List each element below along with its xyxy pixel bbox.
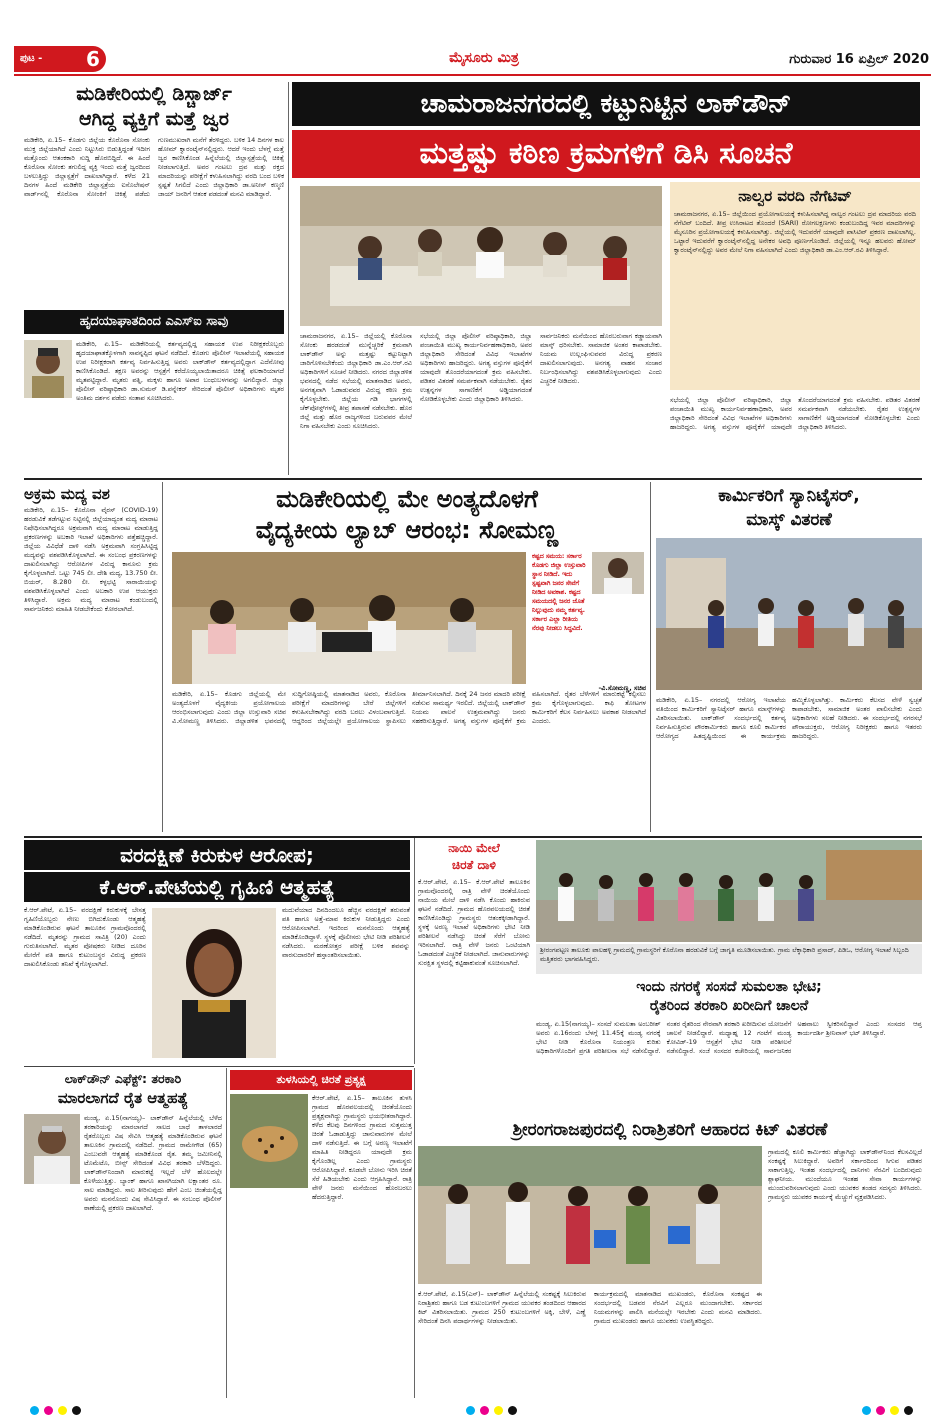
- story-body-col-3: ಗ್ರಾಮದಲ್ಲಿ ಕೂಲಿ ಕಾರ್ಮಿಕರು ಹೆಚ್ಚಾಗಿದ್ದು ಲಾಕ್‌ಡೌನ್‌ನಿಂದ ಕೆಲಸವಿಲ್ಲದೆ ಸಂಕಷ್ಟಕ್ಕೆ ಸಿಲುಕಿದ್ದಾರೆ. ಅವರಿಗೆ ಸರ್ಕಾರದಿಂದ ಸಿಗುವ ಪಡಿತರ ಸಾಕಾಗುತ್ತಿಲ್ಲ. ಇಂತಹ ಸಂದರ್ಭದಲ್ಲಿ ದಾನಿಗಳು ನೆರವಿಗೆ ಬಂದಿರುವುದು ಶ್ಲಾಘನೀಯ. ಮುಂದೆಯೂ ಇಂತಹ ಸೇವಾ ಕಾರ್ಯಗಳನ್ನು ಮುಂದುವರಿಸಲಾಗುವುದು ಎಂದು ಯುವಕರ ತಂಡದ ಸದಸ್ಯರು ತಿಳಿಸಿದರು. ಗ್ರಾಮಸ್ಥರು ಯುವಕರ ಕಾರ್ಯಕ್ಕೆ ಮೆಚ್ಚುಗೆ ವ್ಯಕ್ತಪಡಿಸಿದರು.: [768, 1148, 922, 1201]
- reg-dot: [890, 1406, 899, 1415]
- story-body: ಮಡಿಕೇರಿ, ಏ.15– ನಗರದಲ್ಲಿ ಆರೋಗ್ಯ ಇಲಾಖೆಯ ವತಿಯಿಂದ ಕಾರ್ಮಿಕರಿಗೆ ಸ್ಯಾನಿಟೈಸರ್ ಹಾಗೂ ಮಾಸ್ಕ್‌ಗಳನ್ನು ವಿತರಿಸಲಾಯಿತು. ಲಾಕ್‌ಡೌನ್ ಸಂದರ್ಭದಲ್ಲಿ ಕರ್ತವ್ಯ ನಿರ್ವಹಿಸುತ್ತಿರುವ ಪೌರಕಾರ್ಮಿಕರು ಹಾಗೂ ಕೂಲಿ ಕಾರ್ಮಿಕರ ಆರೋಗ್ಯದ ಹಿತದೃಷ್ಟಿಯಿಂದ ಈ ಕಾರ್ಯಕ್ರಮ ಹಮ್ಮಿಕೊಳ್ಳಲಾಗಿತ್ತು. ಕಾರ್ಮಿಕರು ಕೆಲಸದ ವೇಳೆ ಸ್ವಚ್ಛತೆ ಕಾಪಾಡಬೇಕು, ಸಾಮಾಜಿಕ ಅಂತರ ಪಾಲಿಸಬೇಕು ಎಂದು ಅಧಿಕಾರಿಗಳು ಸಲಹೆ ನೀಡಿದರು. ಈ ಸಂದರ್ಭದಲ್ಲಿ ನಗರಸಭೆ ಪೌರಾಯುಕ್ತರು, ಆರೋಗ್ಯ ನಿರೀಕ್ಷಕರು ಹಾಗೂ ಇತರರು ಹಾಜರಿದ್ದರು.: [656, 696, 922, 740]
- issue-date: ಗುರುವಾರ 16 ಏಪ್ರಿಲ್ 2020: [789, 52, 929, 67]
- story-body-col-2: ಕಾರ್ಯಕ್ರಮದಲ್ಲಿ ಮಾತನಾಡಿದ ಮುಖಂಡರು, ಕೊರೊನಾ ಸಂಕಷ್ಟದ ಈ ಸಂದರ್ಭದಲ್ಲಿ ಬಡವರ ನೆರವಿಗೆ ಎಲ್ಲರೂ ಮುಂದಾಗಬೇಕು. ಸರ್ಕಾರದ ನಿಯಮಗಳನ್ನು ಪಾಲಿಸಿ ಮನೆಯಲ್ಲೇ ಇರಬೇಕು ಎಂದು ಮನವಿ ಮಾಡಿದರು. ಗ್ರಾಮದ ಮುಖಂಡರು ಹಾಗೂ ಯುವಕರು ಉಪಸ್ಥಿತರಿದ್ದರು.: [594, 1290, 762, 1325]
- story-body: ಕೆ.ಆರ್.ಪೇಟೆ, ಏ.15– ಕೆ.ಆರ್.ಪೇಟೆ ತಾಲೂಕಿನ ಗ್ರಾಮವೊಂದರಲ್ಲಿ ರಾತ್ರಿ ವೇಳೆ ಚಿರತೆಯೊಂದು ನಾಯಿಯ ಮೇಲೆ ದಾಳಿ ನಡೆಸಿ ಕೊಂದು ಹಾಕಿರುವ ಘಟನೆ ನಡೆದಿದೆ. ಗ್ರಾಮದ ಹೊರವಲಯದಲ್ಲಿ ಚಿರತೆ ಕಾಣಿಸಿಕೊಂಡಿದ್ದು ಗ್ರಾಮಸ್ಥರು ಆತಂಕಕ್ಕೀಡಾಗಿದ್ದಾರೆ. ಸ್ಥಳಕ್ಕೆ ಅರಣ್ಯ ಇಲಾಖೆ ಅಧಿಕಾರಿಗಳು ಭೇಟಿ ನೀಡಿ ಪರಿಶೀಲನೆ ನಡೆಸಿದ್ದು ಚಿರತೆ ಸೆರೆಗೆ ಬೋನು ಇರಿಸಲಾಗಿದೆ. ರಾತ್ರಿ ವೇಳೆ ಜನರು ಒಂಟಿಯಾಗಿ ಓಡಾಡದಂತೆ ಎಚ್ಚರಿಕೆ ನೀಡಲಾಗಿದೆ. ಜಾನುವಾರುಗಳನ್ನು ಸುರಕ್ಷಿತ ಸ್ಥಳದಲ್ಲಿ ಕಟ್ಟಿಹಾಕುವಂತೆ ಸೂಚಿಸಲಾಗಿದೆ.: [418, 878, 530, 967]
- food-kit-story: [418, 1118, 922, 1398]
- headline: ಹೃದಯಾಘಾತದಿಂದ ಎಎಸ್‌ಐ ಸಾವು: [24, 310, 284, 334]
- leopard-attack-story: [418, 840, 530, 1062]
- sub-body: ಚಾಮರಾಜನಗರ, ಏ.15– ಜಿಲ್ಲೆಯಿಂದ ಪ್ರಯೋಗಾಲಯಕ್ಕೆ ಕಳುಹಿಸಲಾಗಿದ್ದ ನಾಲ್ವರ ಗಂಟಲು ದ್ರವ ಮಾದರಿಯ ವರದಿ ನೆಗೆಟಿವ್ ಬಂದಿದೆ. ತೀವ್ರ ಉಸಿರಾಟದ ತೊಂದರೆ (SARI) ರೋಗಲಕ್ಷಣಗಳು ಕಂಡುಬಂದಿದ್ದ ಇವರ ಮಾದರಿಗಳನ್ನು ಮೈಸೂರಿನ ಪ್ರಯೋಗಾಲಯಕ್ಕೆ ಕಳುಹಿಸಲಾಗಿತ್ತು. ಜಿಲ್ಲೆಯಲ್ಲಿ ಇದುವರೆಗೆ ಯಾವುದೇ ಪಾಸಿಟಿವ್ ಪ್ರಕರಣ ದಾಖಲಾಗಿಲ್ಲ. ಒಟ್ಟಾರೆ ಇದುವರೆಗೆ ಕ್ವಾರಂಟೈನ್‌ನಲ್ಲಿದ್ದ ಅನೇಕರ ಅವಧಿ ಪೂರ್ಣಗೊಂಡಿದೆ. ಜಿಲ್ಲೆಯಲ್ಲಿ ಇನ್ನೂ ಹಲವರು ಹೋಮ್ ಕ್ವಾರಂಟೈನ್‌ನಲ್ಲಿದ್ದು ಅವರ ಮೇಲೆ ನಿಗಾ ವಹಿಸಲಾಗಿದೆ ಎಂದು ಜಿಲ್ಲಾಧಿಕಾರಿ ಡಾ.ಎಂ.ಆರ್.ರವಿ ತಿಳಿಸಿದ್ದಾರೆ.: [674, 210, 916, 254]
- madikeri-discharge-story: [24, 82, 284, 308]
- reg-dot: [494, 1406, 503, 1415]
- headline-line-2: ಮತ್ತಷ್ಟು ಕಠಿಣ ಕ್ರಮಗಳಿಗೆ ಡಿಸಿ ಸೂಚನೆ: [292, 130, 920, 178]
- quote-text: ಕಷ್ಟದ ಸಮಯ: ಸರ್ಕಾರ ಕೊಡಗು ಜಿಲ್ಲಾ ಉಸ್ತುವಾರಿ ಸ್ಥಾನ ನೀಡಿದೆ. ಇದು ಸ್ಪಷ್ಟವಾಗಿ ಜನರ ಸೇವೆಗೆ ನೀಡಿದ ಅವಕಾಶ. ಕಷ್ಟದ ಸಮಯದಲ್ಲಿ ಜನರ ಜೊತೆ ನಿಲ್ಲುವುದು ನಮ್ಮ ಕರ್ತವ್ಯ. ಸರ್ಕಾರ ಎಲ್ಲಾ ರೀತಿಯ ನೆರವು ನೀಡಲು ಸಿದ್ಧವಿದೆ.: [532, 553, 586, 632]
- story-body-col-1: ಕೆ.ಆರ್.ಪೇಟೆ, ಏ.15(ಎಸ್)– ಲಾಕ್‌ಡೌನ್ ಹಿನ್ನೆಲೆಯಲ್ಲಿ ಸಂಕಷ್ಟಕ್ಕೆ ಸಿಲುಕಿರುವ ನಿರಾಶ್ರಿತರು ಹಾಗೂ ಬಡ ಕುಟುಂಬಗಳಿಗೆ ಗ್ರಾಮದ ಯುವಕರ ತಂಡದಿಂದ ಆಹಾರದ ಕಿಟ್ ವಿತರಿಸಲಾಯಿತು. ಗ್ರಾಮದ 250 ಕುಟುಂಬಗಳಿಗೆ ಅಕ್ಕಿ, ಬೇಳೆ, ಎಣ್ಣೆ ಸೇರಿದಂತೆ ದಿನಸಿ ಪದಾರ್ಥಗಳನ್ನು ನೀಡಲಾಯಿತು.: [418, 1290, 586, 1325]
- distribution-photo: [656, 538, 922, 690]
- food-kit-photo: [418, 1146, 762, 1284]
- headline-line-2: ಚಿರತೆ ದಾಳಿ: [452, 858, 496, 872]
- medical-lab-story: [168, 484, 646, 832]
- headline: ತುಳಸಿಯಲ್ಲಿ ಚಿರತೆ ಪ್ರತ್ಯಕ್ಷ: [230, 1070, 412, 1090]
- headline: ಮಡಿಕೇರಿಯಲ್ಲಿ ಮೇ ಅಂತ್ಯದೊಳಗೆ: [276, 485, 538, 513]
- leopard-photo: [230, 1094, 308, 1188]
- sub-headline: ನಾಲ್ವರ ವರದಿ ನೆಗೆಟಿವ್: [738, 187, 852, 205]
- page-number: 6: [86, 47, 100, 71]
- headline: ವರದಕ್ಷಿಣೆ ಕಿರುಕುಳ ಆರೋಪ;: [24, 840, 410, 870]
- meeting-photo: [300, 186, 662, 326]
- reg-dot: [30, 1406, 39, 1415]
- page-number-tab: [14, 46, 106, 72]
- headline: ಶ್ರೀರಂಗರಾಜಪುರದಲ್ಲಿ ನಿರಾಶ್ರಿತರಿಗೆ ಆಹಾರದ ಕಿಟ್ ವಿತರಣೆ: [512, 1120, 828, 1140]
- minister-quote-box: [532, 552, 646, 698]
- headline-line-2: ಆಗಿದ್ದ ವ್ಯಕ್ತಿಗೆ ಮತ್ತೆ ಜ್ವರ: [79, 108, 229, 130]
- headline: ಲಾಕ್‌ಡೌನ್ ಎಫೆಕ್ಟ್: ತರಕಾರಿ: [64, 1071, 182, 1086]
- reg-dot: [466, 1406, 475, 1415]
- minister-portrait: [592, 552, 644, 594]
- victim-portrait: [152, 908, 276, 1058]
- awareness-photo-story: [536, 840, 922, 974]
- story-continued: ಸಭೆಯಲ್ಲಿ ಜಿಲ್ಲಾ ಪೊಲೀಸ್ ವರಿಷ್ಠಾಧಿಕಾರಿ, ಜಿಲ್ಲಾ ಪಂಚಾಯಿತಿ ಮುಖ್ಯ ಕಾರ್ಯನಿರ್ವಹಣಾಧಿಕಾರಿ, ಅಪರ ಜಿಲ್ಲಾಧಿಕಾರಿ ಸೇರಿದಂತೆ ವಿವಿಧ ಇಲಾಖೆಗಳ ಅಧಿಕಾರಿಗಳು ಹಾಜರಿದ್ದರು. ಅಗತ್ಯ ವಸ್ತುಗಳ ಪೂರೈಕೆಗೆ ಯಾವುದೇ ತೊಂದರೆಯಾಗದಂತೆ ಕ್ರಮ ವಹಿಸಬೇಕು. ಪಡಿತರ ವಿತರಣೆ ಸಮರ್ಪಕವಾಗಿ ನಡೆಯಬೇಕು. ರೈತರ ಉತ್ಪನ್ನಗಳ ಸಾಗಾಣಿಕೆಗೆ ಅಡ್ಡಿಯಾಗದಂತೆ ನೋಡಿಕೊಳ್ಳಬೇಕು ಎಂದು ಜಿಲ್ಲಾಧಿಕಾರಿ ತಿಳಿಸಿದರು.: [670, 396, 920, 431]
- story-body: ಮಂಡ್ಯ, ಏ.15(ನಾಗಯ್ಯ)– ಸಂಸದೆ ಸುಮಲತಾ ಅಂಬರೀಶ್ ಅವರು ಏ.16ರಂದು ಬೆಳಗ್ಗೆ 11.45ಕ್ಕೆ ಮಂಡ್ಯ ನಗರಕ್ಕೆ ಭೇಟಿ ನೀಡಿ ಕೊರೊನಾ ನಿಯಂತ್ರಣ ಕುರಿತು ಅಧಿಕಾರಿಗಳೊಂದಿಗೆ ಪ್ರಗತಿ ಪರಿಶೀಲನಾ ಸಭೆ ನಡೆಸಲಿದ್ದಾರೆ. ನಂತರ ರೈತರಿಂದ ನೇರವಾಗಿ ತರಕಾರಿ ಖರೀದಿಸುವ ಯೋಜನೆಗೆ ಚಾಲನೆ ನೀಡಲಿದ್ದಾರೆ. ಮಧ್ಯಾಹ್ನ 12 ಗಂಟೆಗೆ ಮಂಡ್ಯ ಕೋವಿಡ್-19 ಆಸ್ಪತ್ರೆಗೆ ಭೇಟಿ ನೀಡಿ ಪರಿಶೀಲನೆ ನಡೆಸಲಿದ್ದಾರೆ. ಸಂಜೆ ಸಂಸದರ ಕಚೇರಿಯಲ್ಲಿ ಸಾರ್ವಜನಿಕರ ಅಹವಾಲು ಸ್ವೀಕರಿಸಲಿದ್ದಾರೆ ಎಂದು ಸಂಸದರ ಆಪ್ತ ಕಾರ್ಯದರ್ಶಿ ಶ್ರೀನಿವಾಸ್ ಭಟ್ ತಿಳಿಸಿದ್ದಾರೆ.: [536, 1020, 922, 1055]
- farmer-portrait: [24, 1114, 80, 1184]
- tulsi-leopard-story: [230, 1070, 412, 1398]
- reg-dot: [904, 1406, 913, 1415]
- story-body: ಮಡಿಕೇರಿ, ಏ.15– ಕೊಡಗು ಜಿಲ್ಲೆಯ ಕೊರೊನಾ ಸೋಂಕು ಮುಕ್ತ ಜಿಲ್ಲೆಯಾಗಿದೆ ಎಂದು ನಿಟ್ಟುಸಿರು ಬಿಡುತ್ತಿದ್ದಂತೆ ಇದೀಗ ಮತ್ತೊಂದು ಆತಂಕಕಾರಿ ಸುದ್ದಿ ಹೊರಬಿದ್ದಿದೆ. ಈ ಹಿಂದೆ ಕೊರೊನಾ ಸೋಂಕು ತಗುಲಿದ್ದ ವ್ಯಕ್ತಿ ಇಂದು ಮತ್ತೆ ಜ್ವರದಿಂದ ಬಳಲುತ್ತಿದ್ದು ಜಿಲ್ಲಾಸ್ಪತ್ರೆಗೆ ದಾಖಲಾಗಿದ್ದಾರೆ. ಕಳೆದ 21 ದಿನಗಳ ಹಿಂದೆ ಮಡಿಕೇರಿ ಜಿಲ್ಲಾಸ್ಪತ್ರೆಯ ಐಸೊಲೇಷನ್ ವಾರ್ಡ್‌ನಲ್ಲಿ ಕೊರೊನಾ ಸೋಂಕಿಗೆ ಚಿಕಿತ್ಸೆ ಪಡೆದು ಗುಣಮುಖರಾಗಿ ಮನೆಗೆ ತೆರಳಿದ್ದರು. ಬಳಿಕ 14 ದಿನಗಳ ಕಾಲ ಹೋಮ್ ಕ್ವಾರಂಟೈನ್‌ನಲ್ಲಿದ್ದರು. ಆದರೆ ಇಂದು ಬೆಳಗ್ಗೆ ಮತ್ತೆ ಜ್ವರ ಕಾಣಿಸಿಕೊಂಡ ಹಿನ್ನೆಲೆಯಲ್ಲಿ ಜಿಲ್ಲಾಸ್ಪತ್ರೆಯಲ್ಲಿ ಚಿಕಿತ್ಸೆ ನೀಡಲಾಗುತ್ತಿದೆ. ಅವರ ಗಂಟಲು ದ್ರವ ಮತ್ತು ರಕ್ತದ ಮಾದರಿಯನ್ನು ಪರೀಕ್ಷೆಗೆ ಕಳುಹಿಸಲಾಗಿದ್ದು ವರದಿ ಬಂದ ಬಳಿಕ ಸ್ಪಷ್ಟತೆ ಸಿಗಲಿದೆ ಎಂದು ಜಿಲ್ಲಾಧಿಕಾರಿ ಡಾ.ಅನೀಸ್ ಕಣ್ಮಣಿ ಜಾಯ್ ಜನರಿಗೆ ಆತಂಕ ಪಡದಂತೆ ಮನವಿ ಮಾಡಿದ್ದಾರೆ.: [24, 136, 284, 198]
- headline: ಕಾರ್ಮಿಕರಿಗೆ ಸ್ಯಾನಿಟೈಸರ್,: [718, 486, 860, 506]
- headline: ಮಡಿಕೇರಿಯಲ್ಲಿ ಡಿಸ್ಚಾರ್ಜ್: [76, 83, 232, 105]
- headline: ಅಕ್ರಮ ಮದ್ಯ ವಶ: [24, 485, 110, 503]
- reg-dot: [44, 1406, 53, 1415]
- color-registration-bar: [0, 1404, 945, 1420]
- story-body: ಕೆಆರ್.ಪೇಟೆ, ಏ.15– ತಾಲೂಕಿನ ತುಳಸಿ ಗ್ರಾಮದ ಹೊರವಲಯದಲ್ಲಿ ಚಿರತೆಯೊಂದು ಪ್ರತ್ಯಕ್ಷವಾಗಿದ್ದು ಗ್ರಾಮಸ್ಥರು ಭಯಭೀತರಾಗಿದ್ದಾರೆ. ಕಳೆದ ಕೆಲವು ದಿನಗಳಿಂದ ಗ್ರಾಮದ ಸುತ್ತಮುತ್ತ ಚಿರತೆ ಓಡಾಡುತ್ತಿದ್ದು ಜಾನುವಾರುಗಳ ಮೇಲೆ ದಾಳಿ ನಡೆಸುತ್ತಿದೆ. ಈ ಬಗ್ಗೆ ಅರಣ್ಯ ಇಲಾಖೆಗೆ ಮಾಹಿತಿ ನೀಡಿದ್ದರೂ ಯಾವುದೇ ಕ್ರಮ ಕೈಗೊಂಡಿಲ್ಲ ಎಂದು ಗ್ರಾಮಸ್ಥರು ಆರೋಪಿಸಿದ್ದಾರೆ. ಕೂಡಲೇ ಬೋನು ಇರಿಸಿ ಚಿರತೆ ಸೆರೆ ಹಿಡಿಯಬೇಕು ಎಂದು ಆಗ್ರಹಿಸಿದ್ದಾರೆ. ರಾತ್ರಿ ವೇಳೆ ಜನರು ಮನೆಯಿಂದ ಹೊರಬರಲು ಹೆದರುತ್ತಿದ್ದಾರೆ.: [312, 1094, 412, 1201]
- reg-dot: [58, 1406, 67, 1415]
- headline-line-2: ರೈತರಿಂದ ತರಕಾರಿ ಖರೀದಿಗೆ ಚಾಲನೆ: [649, 998, 809, 1014]
- officer-portrait-photo: [24, 340, 72, 398]
- village-awareness-photo: [536, 840, 922, 942]
- story-body-col-1: ಚಾಮರಾಜನಗರ, ಏ.15– ಜಿಲ್ಲೆಯಲ್ಲಿ ಕೊರೊನಾ ಸೋಂಕು ಹರಡದಂತೆ ಮುನ್ನೆಚ್ಚರಿಕೆ ಕ್ರಮವಾಗಿ ಲಾಕ್‌ಡೌನ್ ಅನ್ನು ಮತ್ತಷ್ಟು ಕಟ್ಟುನಿಟ್ಟಾಗಿ ಜಾರಿಗೊಳಿಸಬೇಕೆಂದು ಜಿಲ್ಲಾಧಿಕಾರಿ ಡಾ.ಎಂ.ಆರ್.ರವಿ ಅಧಿಕಾರಿಗಳಿಗೆ ಸೂಚನೆ ನೀಡಿದರು. ನಗರದ ಜಿಲ್ಲಾಡಳಿತ ಭವನದಲ್ಲಿ ನಡೆದ ಸಭೆಯಲ್ಲಿ ಮಾತನಾಡಿದ ಅವರು, ಅನಗತ್ಯವಾಗಿ ಓಡಾಡುವವರ ವಿರುದ್ಧ ಕಠಿಣ ಕ್ರಮ ಕೈಗೊಳ್ಳಬೇಕು. ಜಿಲ್ಲೆಯ ಗಡಿ ಭಾಗಗಳಲ್ಲಿ ಚೆಕ್‌ಪೋಸ್ಟ್‌ಗಳಲ್ಲಿ ತೀವ್ರ ತಪಾಸಣೆ ನಡೆಸಬೇಕು. ಹೊರ ಜಿಲ್ಲೆ ಮತ್ತು ಹೊರ ರಾಜ್ಯಗಳಿಂದ ಬರುವವರ ಮೇಲೆ ನಿಗಾ ವಹಿಸಬೇಕು ಎಂದು ಸೂಚಿಸಿದರು.: [300, 332, 412, 430]
- story-body-col-3: ಸಾರ್ವಜನಿಕರು ಮನೆಯಿಂದ ಹೊರಬರುವಾಗ ಕಡ್ಡಾಯವಾಗಿ ಮಾಸ್ಕ್ ಧರಿಸಬೇಕು. ಸಾಮಾಜಿಕ ಅಂತರ ಕಾಪಾಡಬೇಕು. ನಿಯಮ ಉಲ್ಲಂಘಿಸುವವರ ವಿರುದ್ಧ ಪ್ರಕರಣ ದಾಖಲಿಸಲಾಗುವುದು. ಅನಗತ್ಯ ವಾಹನ ಸಂಚಾರ ನಿರ್ಬಂಧಿಸಲಾಗಿದ್ದು ವಶಪಡಿಸಿಕೊಳ್ಳಲಾಗುವುದು ಎಂದು ಎಚ್ಚರಿಕೆ ನೀಡಿದರು.: [540, 332, 662, 385]
- headline-line-2: ಕೆ.ಆರ್.ಪೇಟೆಯಲ್ಲಿ ಗೃಹಿಣಿ ಆತ್ಮಹತ್ಯೆ: [24, 872, 410, 902]
- sanitizer-distribution-story: [656, 484, 922, 832]
- story-body: ಮಡಿಕೇರಿ, ಏ.15– ಮಡಿಕೇರಿಯಲ್ಲಿ ಕರ್ತವ್ಯದಲ್ಲಿದ್ದ ಸಹಾಯಕ ಉಪ ನಿರೀಕ್ಷಕರೊಬ್ಬರು ಹೃದಯಾಘಾತಕ್ಕೊಳಗಾಗಿ ಸಾವನ್ನಪ್ಪಿದ ಘಟನೆ ನಡೆದಿದೆ. ಕೊಡಗು ಪೊಲೀಸ್ ಇಲಾಖೆಯಲ್ಲಿ ಸಹಾಯಕ ಉಪ ನಿರೀಕ್ಷಕರಾಗಿ ಕರ್ತವ್ಯ ನಿರ್ವಹಿಸುತ್ತಿದ್ದ ಅವರು ಲಾಕ್‌ಡೌನ್ ಕರ್ತವ್ಯದಲ್ಲಿದ್ದಾಗ ಎದೆನೋವು ಕಾಣಿಸಿಕೊಂಡಿದೆ. ತಕ್ಷಣ ಅವರನ್ನು ಆಸ್ಪತ್ರೆಗೆ ಕರೆದೊಯ್ಯಲಾಯಿತಾದರೂ ಚಿಕಿತ್ಸೆ ಫಲಕಾರಿಯಾಗದೆ ಮೃತಪಟ್ಟಿದ್ದಾರೆ. ಮೃತರು ಪತ್ನಿ, ಮಕ್ಕಳು ಹಾಗೂ ಅಪಾರ ಬಂಧುಬಳಗವನ್ನು ಅಗಲಿದ್ದಾರೆ. ಜಿಲ್ಲಾ ಪೊಲೀಸ್ ವರಿಷ್ಠಾಧಿಕಾರಿ ಡಾ.ಸುಮನ್ ಡಿ.ಪನ್ನೇಕರ್ ಸೇರಿದಂತೆ ಪೊಲೀಸ್ ಅಧಿಕಾರಿಗಳು ಮೃತರ ಅಂತಿಮ ದರ್ಶನ ಪಡೆದು ಸಂತಾಪ ಸೂಚಿಸಿದರು.: [76, 340, 284, 402]
- mp-sumalatha-story: [536, 978, 922, 1116]
- reg-dot: [72, 1406, 81, 1415]
- page-label: ಪುಟ -: [20, 53, 43, 64]
- headline-line-2: ವೈದ್ಯಕೀಯ ಲ್ಯಾಬ್ ಆರಂಭ: ಸೋಮಣ್ಣ: [255, 516, 559, 544]
- story-body: ಮಂಡ್ಯ, ಏ.15(ನಾಗಯ್ಯ)– ಲಾಕ್‌ಡೌನ್ ಹಿನ್ನೆಲೆಯಲ್ಲಿ ಬೆಳೆದ ತರಕಾರಿಯನ್ನು ಮಾರಲಾಗದೆ ಸಾಲದ ಬಾಧೆ ತಾಳಲಾರದೆ ರೈತರೊಬ್ಬರು ವಿಷ ಸೇವಿಸಿ ಆತ್ಮಹತ್ಯೆ ಮಾಡಿಕೊಂಡಿರುವ ಘಟನೆ ತಾಲೂಕಿನ ಗ್ರಾಮದಲ್ಲಿ ನಡೆದಿದೆ. ಗ್ರಾಮದ ರಾಮೇಗೌಡ (65) ಎಂಬುವರೇ ಆತ್ಮಹತ್ಯೆ ಮಾಡಿಕೊಂಡ ರೈತ. ತಮ್ಮ ಜಮೀನಿನಲ್ಲಿ ಟೊಮೆಟೊ, ಬೀನ್ಸ್ ಸೇರಿದಂತೆ ವಿವಿಧ ತರಕಾರಿ ಬೆಳೆದಿದ್ದರು. ಲಾಕ್‌ಡೌನ್‌ನಿಂದಾಗಿ ಮಾರುಕಟ್ಟೆ ಇಲ್ಲದೆ ಬೆಳೆ ಹೊಲದಲ್ಲೇ ಕೊಳೆಯುತ್ತಿತ್ತು. ಬ್ಯಾಂಕ್ ಹಾಗೂ ಖಾಸಗಿಯಾಗಿ ಲಕ್ಷಾಂತರ ರೂ. ಸಾಲ ಮಾಡಿದ್ದರು. ಸಾಲ ತೀರಿಸುವುದು ಹೇಗೆ ಎಂಬ ಚಿಂತೆಯಲ್ಲಿದ್ದ ಅವರು ಮನನೊಂದು ವಿಷ ಸೇವಿಸಿದ್ದಾರೆ. ಈ ಸಂಬಂಧ ಪೊಲೀಸ್ ಠಾಣೆಯಲ್ಲಿ ಪ್ರಕರಣ ದಾಖಲಾಗಿದೆ.: [84, 1114, 222, 1212]
- masthead: [14, 46, 931, 74]
- headline: ನಾಯಿ ಮೇಲೆ: [448, 841, 500, 855]
- headline-line-2: ಮಾರಲಾಗದೆ ರೈತ ಆತ್ಮಹತ್ಯೆ: [57, 1089, 189, 1107]
- story-body: ಮಡಿಕೇರಿ, ಏ.15– ಕೊಡಗು ಜಿಲ್ಲೆಯಲ್ಲಿ ಮೇ ಅಂತ್ಯದೊಳಗೆ ವೈದ್ಯಕೀಯ ಪ್ರಯೋಗಾಲಯ ಆರಂಭಿಸಲಾಗುವುದು ಎಂದು ಜಿಲ್ಲಾ ಉಸ್ತುವಾರಿ ಸಚಿವ ವಿ.ಸೋಮಣ್ಣ ತಿಳಿಸಿದರು. ಜಿಲ್ಲಾಡಳಿತ ಭವನದಲ್ಲಿ ಸುದ್ದಿಗೋಷ್ಠಿಯಲ್ಲಿ ಮಾತನಾಡಿದ ಅವರು, ಕೊರೊನಾ ಪರೀಕ್ಷೆಗೆ ಮಾದರಿಗಳನ್ನು ಬೇರೆ ಜಿಲ್ಲೆಗಳಿಗೆ ಕಳುಹಿಸಬೇಕಾಗಿದ್ದು ವರದಿ ಬರಲು ವಿಳಂಬವಾಗುತ್ತಿದೆ. ಆದ್ದರಿಂದ ಜಿಲ್ಲೆಯಲ್ಲೇ ಪ್ರಯೋಗಾಲಯ ಸ್ಥಾಪಿಸಲು ತೀರ್ಮಾನಿಸಲಾಗಿದೆ. ದಿನಕ್ಕೆ 24 ಜನರ ಮಾದರಿ ಪರೀಕ್ಷೆ ನಡೆಸುವ ಸಾಮರ್ಥ್ಯ ಇರಲಿದೆ. ಜಿಲ್ಲೆಯಲ್ಲಿ ಲಾಕ್‌ಡೌನ್ ನಿಯಮ ಪಾಲನೆ ಉತ್ತಮವಾಗಿದ್ದು ಜನರು ಸಹಕರಿಸುತ್ತಿದ್ದಾರೆ. ಅಗತ್ಯ ವಸ್ತುಗಳ ಪೂರೈಕೆಗೆ ಕ್ರಮ ವಹಿಸಲಾಗಿದೆ. ರೈತರ ಬೆಳೆಗಳಿಗೆ ಮಾರುಕಟ್ಟೆ ಕಲ್ಪಿಸಲು ಕ್ರಮ ಕೈಗೊಳ್ಳಲಾಗುವುದು. ಕಾಫಿ ತೋಟಗಳ ಕಾರ್ಮಿಕರಿಗೆ ಕೆಲಸ ನಿರ್ವಹಿಸಲು ಅವಕಾಶ ನೀಡಲಾಗಿದೆ ಎಂದರು.: [172, 690, 646, 725]
- reg-dot: [480, 1406, 489, 1415]
- story-body-col-1: ಕೆ.ಆರ್.ಪೇಟೆ, ಏ.15– ವರದಕ್ಷಿಣೆ ಕಿರುಕುಳಕ್ಕೆ ಬೇಸತ್ತ ಗೃಹಿಣಿಯೊಬ್ಬರು ನೇಣು ಬಿಗಿದುಕೊಂಡು ಆತ್ಮಹತ್ಯೆ ಮಾಡಿಕೊಂಡಿರುವ ಘಟನೆ ತಾಲೂಕಿನ ಗ್ರಾಮವೊಂದರಲ್ಲಿ ನಡೆದಿದೆ. ಮೃತರನ್ನು ಗ್ರಾಮದ ಸಾವಿತ್ರಿ (20) ಎಂದು ಗುರುತಿಸಲಾಗಿದೆ. ಮೃತರ ಪೋಷಕರು ನೀಡಿದ ದೂರಿನ ಮೇರೆಗೆ ಪತಿ ಹಾಗೂ ಕುಟುಂಬಸ್ಥರ ವಿರುದ್ಧ ಪ್ರಕರಣ ದಾಖಲಿಸಿಕೊಂಡು ತನಿಖೆ ಕೈಗೊಳ್ಳಲಾಗಿದೆ.: [24, 906, 146, 968]
- reg-dot: [508, 1406, 517, 1415]
- reg-dot: [862, 1406, 871, 1415]
- asi-death-story: [24, 310, 284, 475]
- negative-report-box: [670, 182, 920, 390]
- farmer-suicide-story: [24, 1070, 222, 1398]
- paper-name: ಮೈಸೂರು ಮಿತ್ರ: [449, 50, 519, 66]
- chamarajanagar-lead-story: [292, 82, 920, 477]
- quote-author: -ವಿ.ಸೋಮಣ್ಣ, ಸಚಿವ: [598, 684, 646, 692]
- dowry-suicide-story: [24, 840, 410, 1062]
- story-body-col-2: ಮದುವೆಯಾದ ದಿನದಿಂದಲೂ ಹೆಚ್ಚಿನ ವರದಕ್ಷಿಣೆ ತರುವಂತೆ ಪತಿ ಹಾಗೂ ಅತ್ತೆ-ಮಾವ ಕಿರುಕುಳ ನೀಡುತ್ತಿದ್ದರು ಎಂದು ಆರೋಪಿಸಲಾಗಿದೆ. ಇದರಿಂದ ಮನನೊಂದು ಆತ್ಮಹತ್ಯೆ ಮಾಡಿಕೊಂಡಿದ್ದಾಳೆ. ಸ್ಥಳಕ್ಕೆ ಪೊಲೀಸರು ಭೇಟಿ ನೀಡಿ ಪರಿಶೀಲನೆ ನಡೆಸಿದರು. ಮರಣೋತ್ತರ ಪರೀಕ್ಷೆ ಬಳಿಕ ಶವವನ್ನು ವಾರಸುದಾರರಿಗೆ ಹಸ್ತಾಂತರಿಸಲಾಯಿತು.: [282, 906, 410, 959]
- headline: ಇಂದು ನಗರಕ್ಕೆ ಸಂಸದೆ ಸುಮಲತಾ ಭೇಟಿ;: [636, 979, 822, 995]
- liquor-seized-story: [24, 484, 158, 832]
- story-body: ಮಡಿಕೇರಿ, ಏ.15– ಕೊರೊನಾ ವೈರಸ್ (COVID-19) ಹರಡುವಿಕೆ ತಡೆಗಟ್ಟುವ ನಿಟ್ಟಿನಲ್ಲಿ ಜಿಲ್ಲೆಯಾದ್ಯಂತ ಮದ್ಯ ಮಾರಾಟ ನಿಷೇಧಿಸಲಾಗಿದ್ದರೂ ಅಕ್ರಮವಾಗಿ ಮದ್ಯ ಮಾರಾಟ ಮಾಡುತ್ತಿದ್ದ ಪ್ರಕರಣಗಳನ್ನು ಅಬಕಾರಿ ಇಲಾಖೆ ಅಧಿಕಾರಿಗಳು ಪತ್ತೆಹಚ್ಚಿದ್ದಾರೆ. ಜಿಲ್ಲೆಯ ವಿವಿಧೆಡೆ ದಾಳಿ ನಡೆಸಿ ಅಕ್ರಮವಾಗಿ ಸಂಗ್ರಹಿಸಿಟ್ಟಿದ್ದ ಮದ್ಯವನ್ನು ವಶಪಡಿಸಿಕೊಳ್ಳಲಾಗಿದೆ. ಈ ಸಂಬಂಧ ಪ್ರಕರಣಗಳನ್ನು ದಾಖಲಿಸಲಾಗಿದ್ದು ಆರೋಪಿಗಳ ವಿರುದ್ಧ ಕಾನೂನು ಕ್ರಮ ಕೈಗೊಳ್ಳಲಾಗಿದೆ. ಒಟ್ಟು 745 ಲೀ. ದೇಶಿ ಮದ್ಯ, 13.750 ಲೀ. ಬಿಯರ್, 8.280 ಲೀ. ಕಳ್ಳಭಟ್ಟಿ ಸಾರಾಯಿಯನ್ನು ವಶಪಡಿಸಿಕೊಳ್ಳಲಾಗಿದೆ ಎಂದು ಅಬಕಾರಿ ಉಪ ಆಯುಕ್ತರು ತಿಳಿಸಿದ್ದಾರೆ. ಅಕ್ರಮ ಮದ್ಯ ಮಾರಾಟ ಕಂಡುಬಂದಲ್ಲಿ ಸಾರ್ವಜನಿಕರು ಮಾಹಿತಿ ನೀಡಬೇಕೆಂದು ಕೋರಲಾಗಿದೆ.: [24, 506, 158, 613]
- story-body-col-2: ಸಭೆಯಲ್ಲಿ ಜಿಲ್ಲಾ ಪೊಲೀಸ್ ವರಿಷ್ಠಾಧಿಕಾರಿ, ಜಿಲ್ಲಾ ಪಂಚಾಯಿತಿ ಮುಖ್ಯ ಕಾರ್ಯನಿರ್ವಹಣಾಧಿಕಾರಿ, ಅಪರ ಜಿಲ್ಲಾಧಿಕಾರಿ ಸೇರಿದಂತೆ ವಿವಿಧ ಇಲಾಖೆಗಳ ಅಧಿಕಾರಿಗಳು ಹಾಜರಿದ್ದರು. ಅಗತ್ಯ ವಸ್ತುಗಳ ಪೂರೈಕೆಗೆ ಯಾವುದೇ ತೊಂದರೆಯಾಗದಂತೆ ಕ್ರಮ ವಹಿಸಬೇಕು. ಪಡಿತರ ವಿತರಣೆ ಸಮರ್ಪಕವಾಗಿ ನಡೆಯಬೇಕು. ರೈತರ ಉತ್ಪನ್ನಗಳ ಸಾಗಾಣಿಕೆಗೆ ಅಡ್ಡಿಯಾಗದಂತೆ ನೋಡಿಕೊಳ್ಳಬೇಕು ಎಂದು ಜಿಲ್ಲಾಧಿಕಾರಿ ತಿಳಿಸಿದರು.: [420, 332, 532, 403]
- press-meet-photo: [172, 552, 526, 684]
- reg-dot: [876, 1406, 885, 1415]
- headline: ಚಾಮರಾಜನಗರದಲ್ಲಿ ಕಟ್ಟುನಿಟ್ಟಿನ ಲಾಕ್‌ಡೌನ್: [292, 82, 920, 126]
- photo-caption: ಶ್ರೀರಂಗಪಟ್ಟಣ ತಾಲೂಕು ಪಾಲಹಳ್ಳಿ ಗ್ರಾಮದಲ್ಲಿ ಗ್ರಾಮಸ್ಥರಿಗೆ ಕೊರೊನಾ ಹರಡುವಿಕೆ ಬಗ್ಗೆ ಜಾಗೃತಿ ಮೂಡಿಸಲಾಯಿತು. ಗ್ರಾಮ ಲೆಕ್ಕಾಧಿಕಾರಿ ಪ್ರಸಾದ್, ಪಿಡಿಒ, ಆರೋಗ್ಯ ಇಲಾಖೆ ಸಿಬ್ಬಂದಿ ಮತ್ತಿತರರು ಭಾಗವಹಿಸಿದ್ದರು.: [536, 944, 922, 974]
- headline-line-2: ಮಾಸ್ಕ್ ವಿತರಣೆ: [746, 510, 832, 530]
